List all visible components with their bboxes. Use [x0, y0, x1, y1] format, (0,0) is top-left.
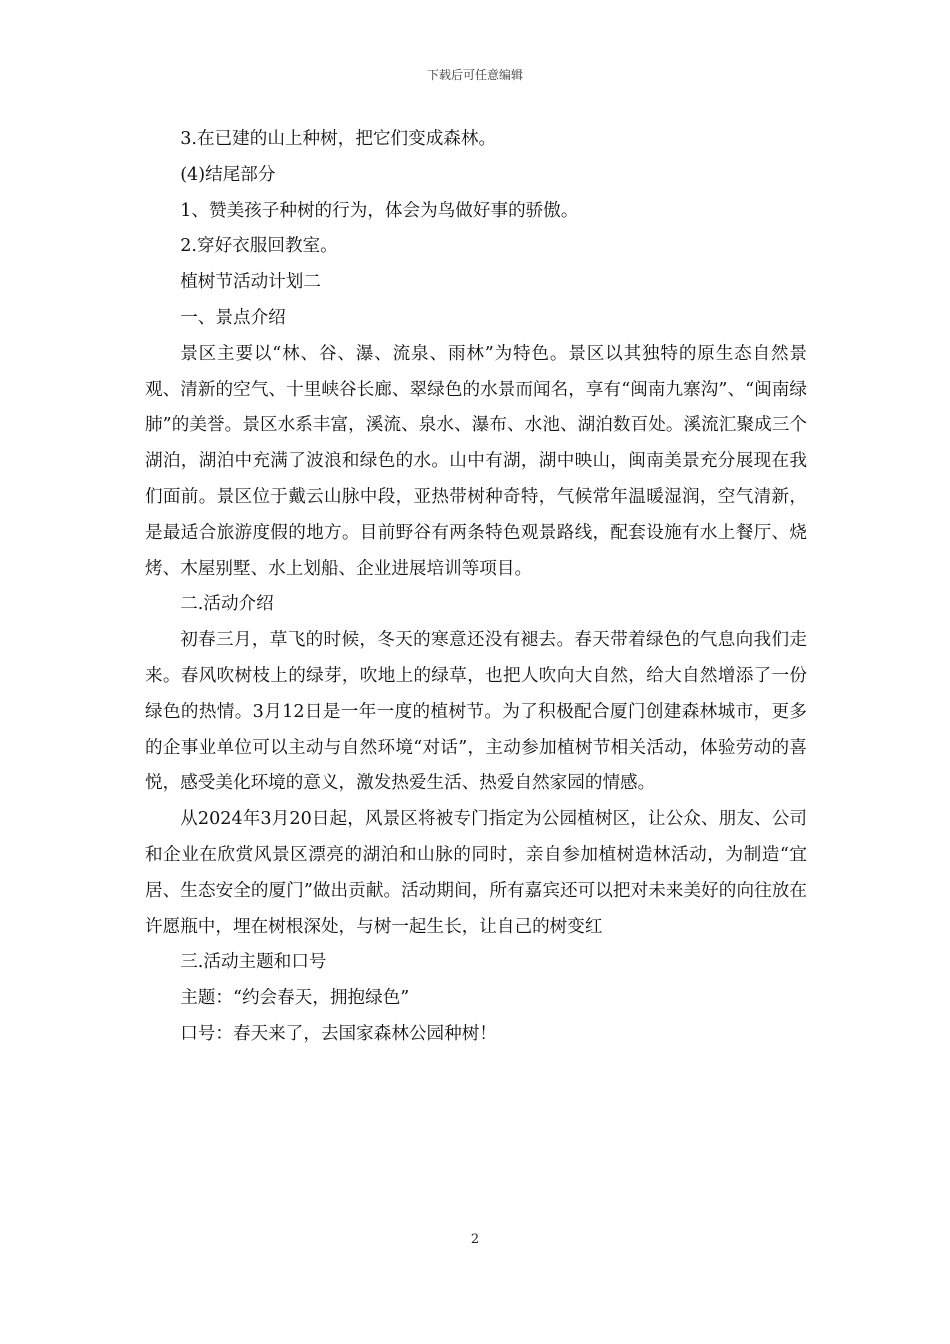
page-header: 下载后可任意编辑: [426, 68, 523, 82]
list-item-step-3: 3.在已建的山上种树，把它们变成森林。: [180, 129, 497, 149]
section-heading-activity: 二.活动介绍: [180, 594, 274, 615]
paragraph-activity-details: 从2024年3月20日起，风景区将被专门指定为公园植树区，让公众、朋友、公司和企业在欣赏风景区漂亮的湖泊和山脉的同时，亲自参加植树造林活动，为制造“宜居、生态安全的厦门”做出贡献。活动期间，所有嘉宾还可以把对未来美好的向往放在许愿瓶中，埋在树根深处，与树一起生长，让自己的树变红: [145, 809, 807, 937]
slogan-line: 口号：春天来了，去国家森林公园种树！: [180, 1023, 497, 1044]
section-heading-ending: (4)结尾部分: [180, 164, 276, 185]
document-body: [145, 122, 807, 1053]
section-heading-scenic: 一、景点介绍: [180, 307, 286, 328]
paragraph-activity-intro: 初春三月，草飞的时候，冬天的寒意还没有褪去。春天带着绿色的气息向我们走来。春风吹树枝上的绿芽，吹地上的绿草，也把人吹向大自然，给大自然增添了一份绿色的热情。3月12日是一年一度的植树节。为了积极配合厦门创建森林城市，更多的企事业单位可以主动与自然环境“对话”，主动参加植树节相关活动，体验劳动的喜悦，感受美化环境的意义，激发热爱生活、热爱自然家园的情感。: [145, 630, 807, 794]
section-heading-theme: 三.活动主题和口号: [180, 952, 327, 973]
page-number: 2: [470, 1232, 480, 1247]
paragraph-scenic-intro: 景区主要以“林、谷、瀑、流泉、雨林”为特色。景区以其独特的原生态自然景观、清新的空气、十里峡谷长廊、翠绿色的水景而闻名，享有“闽南九寨沟”、“闽南绿肺”的美誉。景区水系丰富，溪流、泉水、瀑布、水池、湖泊数百处。溪流汇聚成三个湖泊，湖泊中充满了波浪和绿色的水。山中有湖，湖中映山，闽南美景充分展现在我们面前。景区位于戴云山脉中段，亚热带树种奇特，气候常年温暖湿润，空气清新，是最适合旅游度假的地方。目前野谷有两条特色观景路线，配套设施有水上餐厅、烧烤、木屋别墅、水上划船、企业进展培训等项目。: [145, 343, 807, 579]
theme-line: 主题：“约会春天，拥抱绿色”: [180, 988, 410, 1009]
list-item-praise: 1、赞美孩子种树的行为，体会为鸟做好事的骄傲。: [180, 200, 579, 221]
list-item-return: 2.穿好衣服回教室。: [180, 236, 338, 257]
plan-title: 植树节活动计划二: [180, 272, 321, 293]
